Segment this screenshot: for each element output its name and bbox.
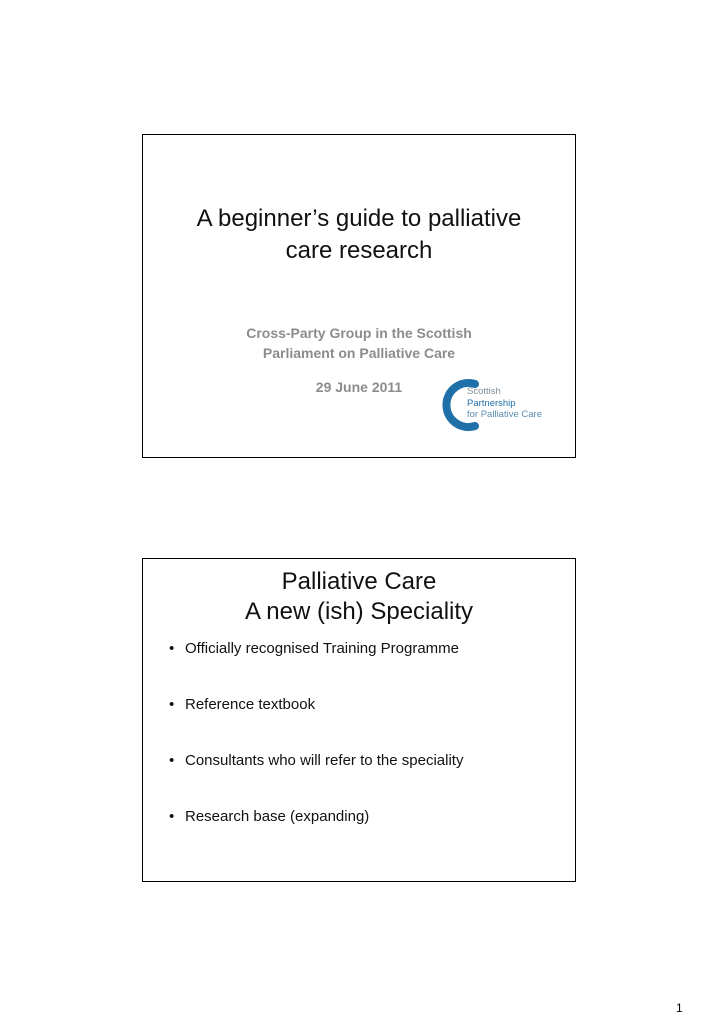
slide-1-title-line-1: A beginner’s guide to palliative xyxy=(196,205,522,232)
slide-1-title-line-2: care research xyxy=(285,237,433,264)
bullet-icon: • xyxy=(169,696,175,713)
bullet-item xyxy=(169,807,565,827)
scottish-partnership-logo xyxy=(435,375,555,435)
slide-2 xyxy=(142,558,576,882)
logo-line-3: for Palliative Care xyxy=(467,409,542,420)
slide-2-title-line-1: Palliative Care xyxy=(281,568,437,595)
bullet-icon: • xyxy=(169,752,175,769)
slide-1-subtitle-line-2: Parliament on Palliative Care xyxy=(262,345,456,361)
slide-2-title-line-2: A new (ish) Speciality xyxy=(244,598,474,625)
slide-1 xyxy=(142,134,576,458)
bullet-item xyxy=(169,751,565,771)
slide-1-title xyxy=(143,203,575,267)
slide-2-bullet-list xyxy=(169,639,565,863)
slide-1-subtitle xyxy=(143,323,575,363)
slide-2-title xyxy=(143,567,575,627)
slide-1-date: 29 June 2011 xyxy=(315,379,403,395)
bullet-icon: • xyxy=(169,808,175,825)
bullet-item xyxy=(169,695,565,715)
page-number: 1 xyxy=(676,1001,683,1015)
bullet-text: Research base (expanding) xyxy=(185,808,370,825)
logo-line-1: Scottish xyxy=(467,386,501,397)
slide-1-subtitle-line-1: Cross-Party Group in the Scottish xyxy=(246,325,472,341)
bullet-text: Consultants who will refer to the speciality xyxy=(185,752,464,769)
bullet-text: Officially recognised Training Programme xyxy=(185,640,460,657)
logo-text xyxy=(467,386,542,421)
logo-line-2: Partnership xyxy=(467,397,516,409)
bullet-icon: • xyxy=(169,640,175,657)
bullet-text: Reference textbook xyxy=(185,696,316,713)
bullet-item xyxy=(169,639,565,659)
